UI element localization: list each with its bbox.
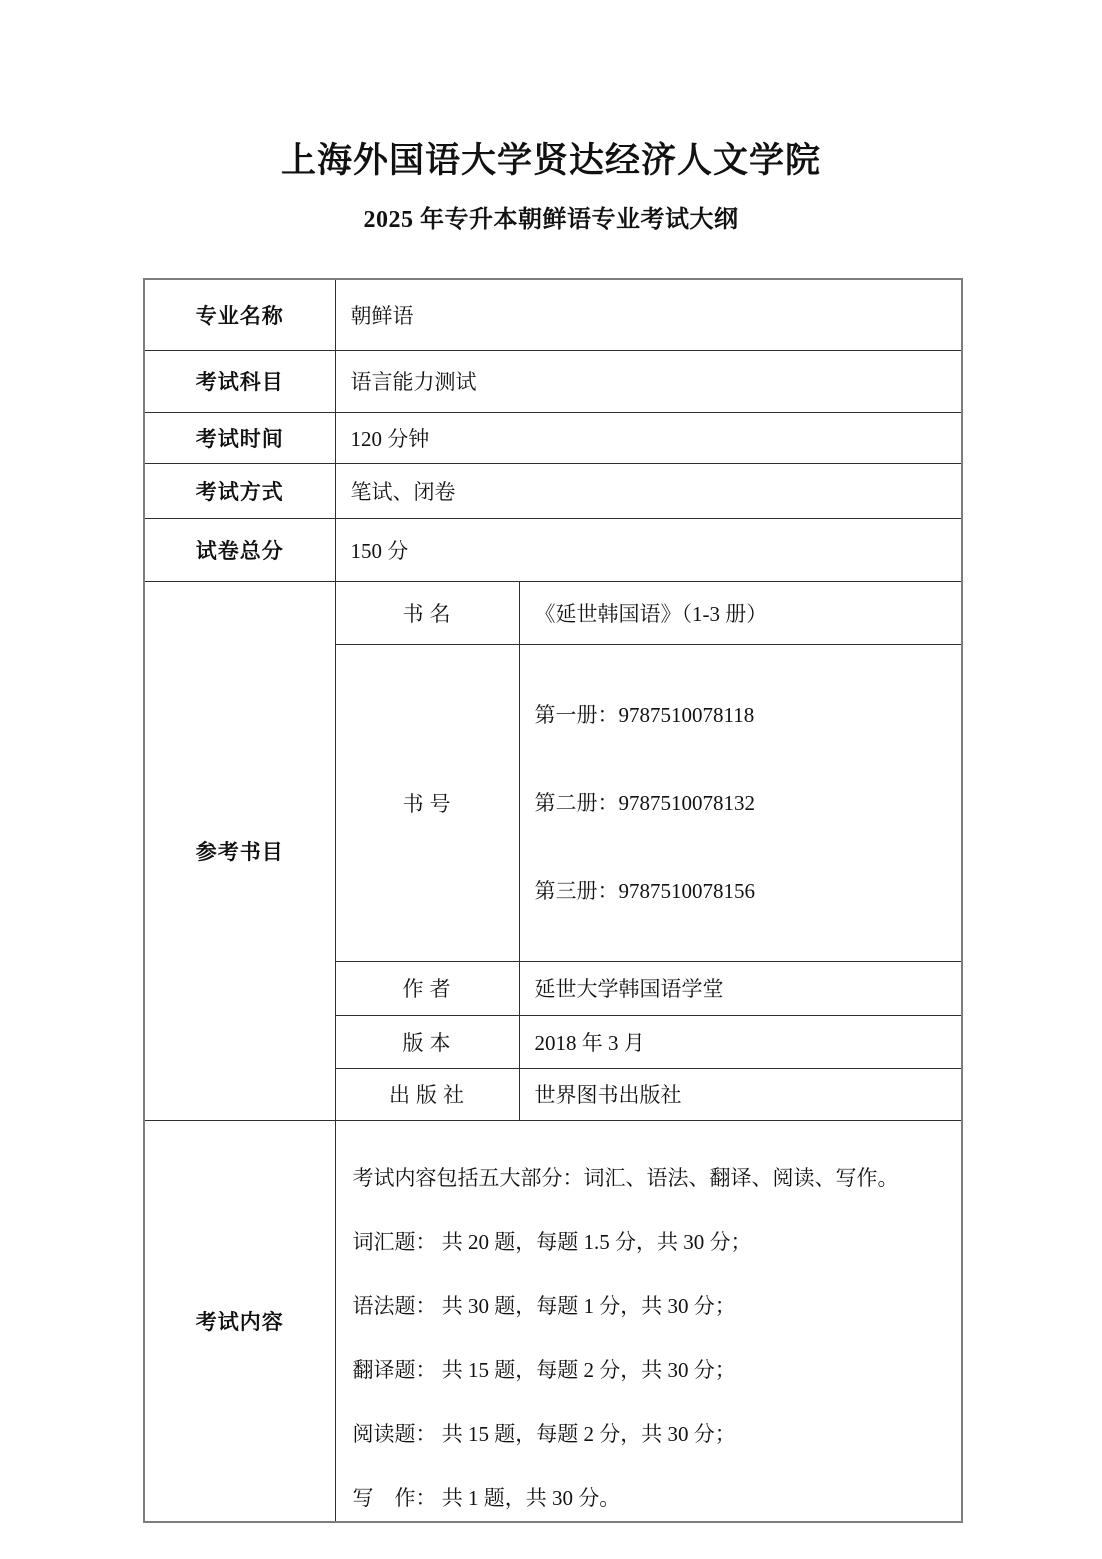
major-name-label: 专业名称 xyxy=(144,279,335,350)
book-title-label: 书名 xyxy=(335,581,519,644)
major-name-value: 朝鲜语 xyxy=(335,279,962,350)
book-edition-value: 2018 年 3 月 xyxy=(519,1015,962,1068)
page-title: 上海外国语大学贤达经济人文学院 xyxy=(280,141,821,180)
book-publisher-label: 出版社 xyxy=(335,1068,519,1120)
content-line-overview: 考试内容包括五大部分：词汇、语法、翻译、阅读、写作。 xyxy=(352,1165,899,1190)
exam-subject-label: 考试科目 xyxy=(144,350,335,412)
exam-duration-label: 考试时间 xyxy=(144,412,335,463)
exam-content-label: 考试内容 xyxy=(144,1120,335,1522)
content-line-reading: 阅读题： 共 15 题，每题 2 分，共 30 分； xyxy=(352,1421,736,1446)
isbn-line-2: 第二册：9787510078132 xyxy=(534,790,755,815)
page-subtitle: 2025 年专升本朝鲜语专业考试大纲 xyxy=(363,207,739,233)
exam-content-value xyxy=(335,1120,962,1522)
exam-format-value: 笔试、闭卷 xyxy=(335,463,962,518)
table-row xyxy=(144,350,962,412)
exam-duration-value: 120 分钟 xyxy=(335,412,962,463)
content-line-writing: 写 作： 共 1 题，共 30 分。 xyxy=(352,1485,621,1510)
book-edition-label: 版本 xyxy=(335,1015,519,1068)
exam-format-label: 考试方式 xyxy=(144,463,335,518)
isbn-line-1: 第一册：9787510078118 xyxy=(534,702,755,727)
table-row xyxy=(144,581,962,644)
exam-subject-value: 语言能力测试 xyxy=(335,350,962,412)
reference-books-label: 参考书目 xyxy=(144,581,335,1120)
table-row xyxy=(144,412,962,463)
book-title-value: 《延世韩国语》（1-3 册） xyxy=(519,581,962,644)
table-row xyxy=(144,1120,962,1522)
total-score-value: 150 分 xyxy=(335,518,962,581)
book-publisher-value: 世界图书出版社 xyxy=(519,1068,962,1120)
isbn-line-3: 第三册：9787510078156 xyxy=(534,878,755,903)
content-line-translation: 翻译题： 共 15 题，每题 2 分，共 30 分； xyxy=(352,1357,736,1382)
exam-outline-table xyxy=(143,278,963,1523)
table-row xyxy=(144,279,962,350)
content-line-vocabulary: 词汇题： 共 20 题，每题 1.5 分，共 30 分； xyxy=(352,1229,752,1254)
book-author-label: 作者 xyxy=(335,961,519,1015)
content-line-grammar: 语法题： 共 30 题，每题 1 分，共 30 分； xyxy=(352,1293,736,1318)
total-score-label: 试卷总分 xyxy=(144,518,335,581)
book-isbn-value xyxy=(519,644,962,961)
book-isbn-label: 书号 xyxy=(335,644,519,961)
book-author-value: 延世大学韩国语学堂 xyxy=(519,961,962,1015)
table-row xyxy=(144,518,962,581)
table-row xyxy=(144,463,962,518)
